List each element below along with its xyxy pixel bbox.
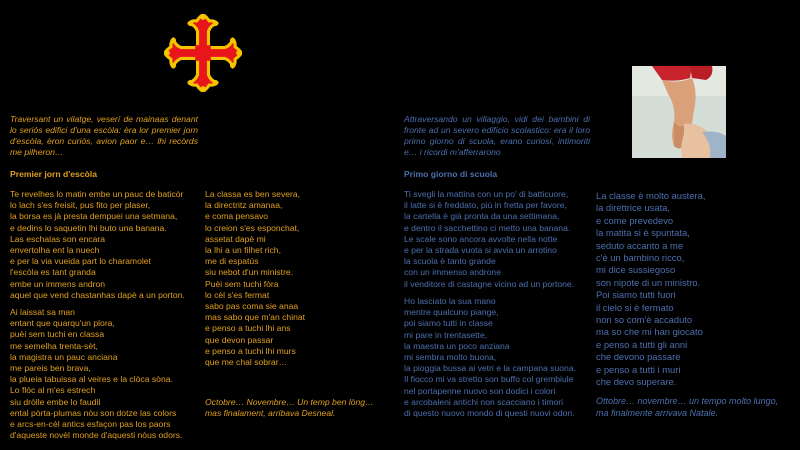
poem-line: me di espatús [205,256,259,267]
poem-line: me semelha trenta-sèt, [10,340,98,351]
poem-line: la direttrice usata, [596,202,670,214]
poem-line: Poi siamo tutti fuori [596,289,676,301]
poem-line: di questo nuovo mondo di questi nuovi odori. [404,408,575,419]
poem-line: mi sembra molto buona, [404,352,497,363]
occitan-stanza-1 [10,189,185,301]
italian-outro: Ottobre… novembre… un tempo molto lungo, ma finalmente arrivava Natale. [596,396,779,418]
poem-line: Il fiocco mi va stretto son buffo col grembiule [404,374,574,385]
poem-line: sabo pas coma sie anaa [205,301,299,312]
poem-line: e per la strada vuota si avvia un arrotino [404,245,557,256]
poem-line: d'aqueste novèl monde d'aquesti nòus odors. [10,430,183,441]
poem-line: mas sabo que m'an chinat [205,312,306,323]
poem-line: embe un immens andron [10,278,106,289]
poem-line: che devono passare [596,351,681,363]
occitan-stanza-3 [205,189,305,368]
poem-line: Puèi sem tuchi fòra [205,278,279,289]
poem-line: envertolha ent la nuech [10,245,100,256]
poem-line: lo lach s'es freisit, pus fito per plaser, [10,200,151,211]
poem-line: Lo flòc al m'es estrech [10,385,96,396]
poem-line: la cartella è già pronta da una settimana, [404,211,560,222]
poem-line: la pioggia bussa ai vetri e la campana suona. [404,363,576,374]
poem-line: lo cèl s'es fermat [205,289,270,300]
poem-line: poi siamo tutti in classe [404,318,493,329]
poem-line: la lhi a un filhet rich, [205,245,281,256]
poem-line: son nipote di un ministro. [596,276,701,288]
poem-line: il cielo si è fermato [596,301,674,313]
poem-line: que me chal sobrar… [205,357,288,368]
poem-line: Las eschalas son encara [10,233,106,244]
poem-line: siu dròlle embe lo faudil [10,396,101,407]
poem-line: Te revelhes lo matin embe un pauc de baticòr [10,189,184,199]
poem-line: la matita si è spuntata, [596,227,690,239]
poem-line: con un immenso androne [404,267,501,278]
poem-line: La classe è molto austera, [596,190,706,201]
poem-line: que devon passar [205,334,274,345]
poem-line: aquel que vend chastanhas dapè a un porton. [10,289,185,300]
poem-line: la scuola è tanto grande [404,256,496,267]
poem-line: il latte si è freddato, più in fretta per favore, [404,200,567,211]
poem-line: la borsa es jà presta dempuei una setmana, [10,211,178,222]
poem-line: Ti svegli la mattina con un po' di batticuore, [404,189,569,199]
italian-intro: Attraversando un villaggio, vidi dei bambini di fronte ad un severo edificio scolastico: era il loro primo giorno di scuola, erano curiosi, intimoriti e… i ricordi m'afferrarono [404,114,590,157]
poem-line: e penso a tutti i muri [596,363,681,375]
occitan-intro: Traversant un vilatge, veserí de mainaas denant lo seriós edifici d'una escòla: èra lor premier jorn d'escòla, èron curiós, avion paor e… lhi recòrds me pilheron… [10,114,198,157]
occitan-title: Premier jorn d'escòla [10,169,98,179]
poem-line: me pareis ben brava, [10,363,91,374]
poem-line: che devo superare. [596,376,677,388]
poem-line: e penso a tuchi lhi ans [205,323,291,334]
occitan-outro: Octobre… Novembre… Un temp ben lòng… mas finalament, arribava Desneal. [205,397,374,418]
poem-line: mi dice sussiegoso [596,264,676,276]
poem-line: mentre qualcuno piange, [404,307,499,318]
poem-line: nel portapenne nuovo son dodici i colori [404,385,556,396]
poem-line: mi pare in trentasette, [404,329,488,340]
poem-line: lo creion s'es esponchat, [205,222,300,233]
poem-line: la plueia tabuissa al veires e la clòca sòna. [10,374,173,385]
poem-line: e penso a tuchi lhi murs [205,345,296,356]
poem-line: e arcobaleni antichi non scacciano i timori [404,396,564,407]
poem-line: Ho lasciato la sua mano [404,296,496,306]
poem-line: e per la via vueida part lo charamolet [10,256,151,267]
poem-line: puèi sem tuchi en classa [10,329,105,340]
occitan-stanza-2 [10,307,182,441]
poem-line: ma so che mi han giocato [596,326,703,338]
poem-line: Le scale sono ancora avvolte nella notte [404,233,558,244]
poem-line: c'è un bambino ricco, [596,252,685,264]
poem-line: la maestra un poco anziana [404,340,510,351]
poem-line: la directritz amanaa, [205,200,283,211]
occitan-cross-icon [164,14,242,92]
poem-line: Ai laissat sa man [10,307,75,317]
poem-line: non so com'è accaduto [596,314,693,326]
italian-stanza-2 [404,296,576,419]
hands-photo [632,66,726,158]
poem-line: e penso a tutti gli anni [596,338,688,350]
poem-line: e coma pensavo [205,211,269,222]
poem-line: ental pòrta-plumas nòu son dotze las colors [10,407,177,418]
poem-line: assetat dapè mi [205,233,266,244]
poem-line: e dentro il sacchettino ci metto una banana. [404,222,571,233]
poem-line: entant que quarqu'un plora, [10,318,115,329]
poem-line: siu nebot d'un ministre. [205,267,294,278]
poem-line: e come prevedevo [596,214,674,226]
italian-stanza-3 [596,190,705,389]
italian-stanza-1 [404,189,574,290]
poem-line: il venditore di castagne vicino ad un portone. [404,278,575,289]
poem-line: la magistra un pauc anciana [10,351,118,362]
poem-line: l'escòla es tant granda [10,267,96,278]
poem-line: La classa es ben severa, [205,189,301,199]
poem-line: e arcs-en-cèl antics esfaçon pas los paors [10,419,171,430]
italian-title: Primo giorno di scuola [404,169,498,179]
poem-line: e dedins lo saquetin lhi buto una banana. [10,222,167,233]
poem-line: seduto accanto a me [596,239,684,251]
